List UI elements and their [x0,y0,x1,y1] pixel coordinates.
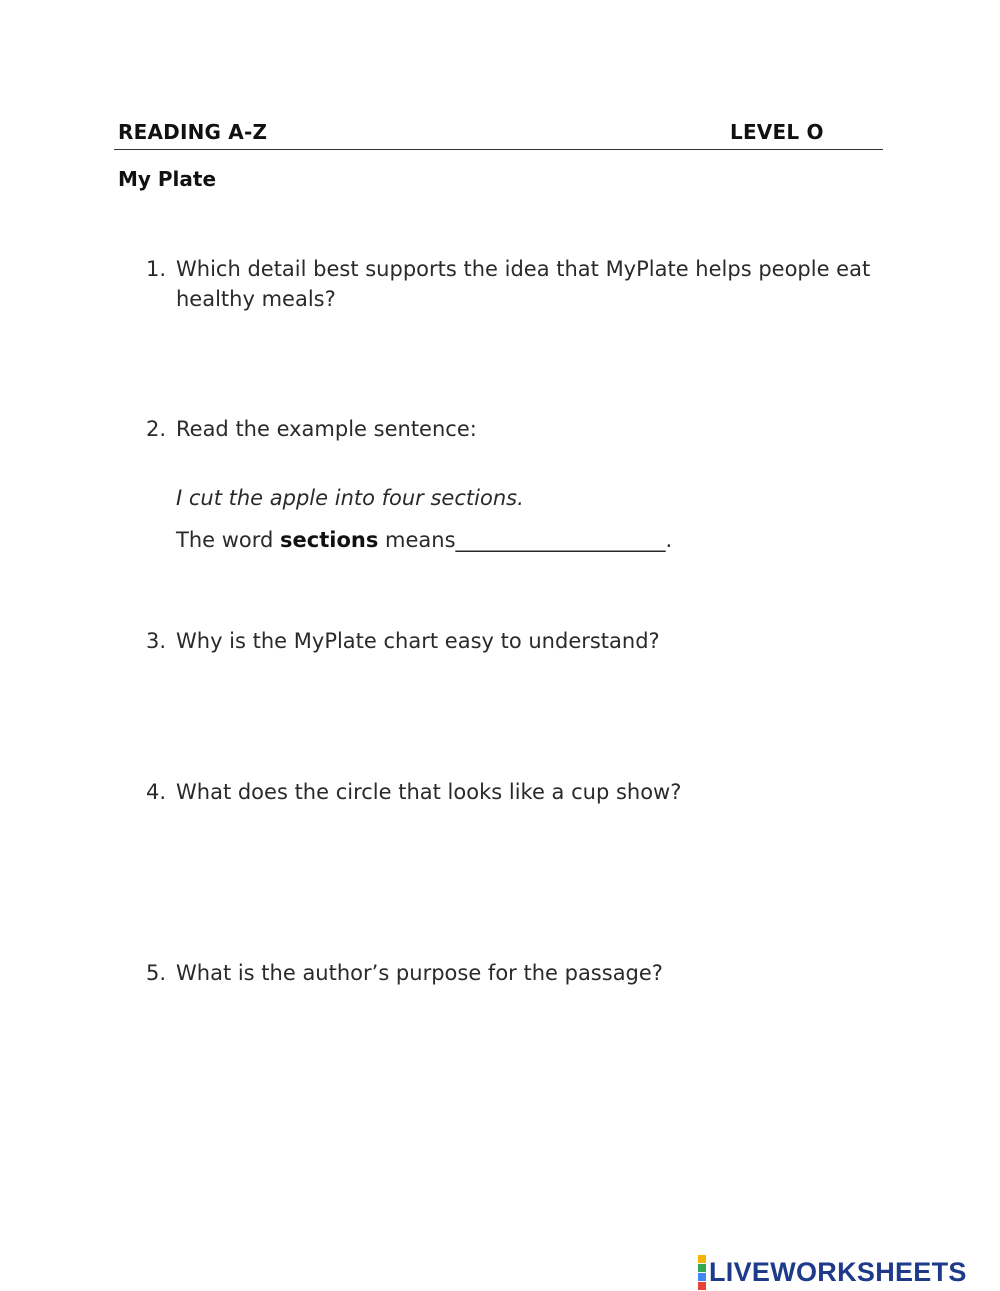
header-left: READING A-Z [118,120,268,144]
vocabulary-end: . [665,528,673,552]
vocabulary-line [176,528,672,552]
question-3 [146,626,876,656]
liveworksheets-brand[interactable] [698,1255,967,1289]
question-text: Read the example sentence: [176,417,477,441]
question-5 [146,958,876,988]
vocabulary-suffix: means [378,528,456,552]
question-number: 3. [146,629,167,653]
question-text: What is the author’s purpose for the passage? [176,961,663,985]
question-number: 4. [146,780,167,804]
question-number: 1. [146,257,167,281]
vocabulary-prefix: The word [176,528,281,552]
header-right: LEVEL O [730,120,824,144]
vocabulary-word: sections [280,528,379,552]
brand-name: LIVEWORKSHEETS [709,1256,967,1287]
question-text: Why is the MyPlate chart easy to understand? [176,629,660,653]
logo-square [698,1264,706,1272]
question-text: What does the circle that looks like a cup show? [176,780,682,804]
logo-square [698,1282,706,1290]
example-sentence: I cut the apple into four sections. [176,486,524,510]
question-4 [146,777,876,807]
page-title: My Plate [118,167,217,191]
question-number: 2. [146,417,167,441]
liveworksheets-logo-icon [698,1255,706,1290]
logo-square [698,1255,706,1263]
header-divider [114,149,883,150]
question-2 [146,414,876,444]
logo-square [698,1273,706,1281]
question-1 [146,254,876,314]
question-text: Which detail best supports the idea that MyPlate helps people eat healthy meals? [176,257,871,311]
question-number: 5. [146,961,167,985]
answer-blank[interactable]: ____________________ [455,528,666,552]
